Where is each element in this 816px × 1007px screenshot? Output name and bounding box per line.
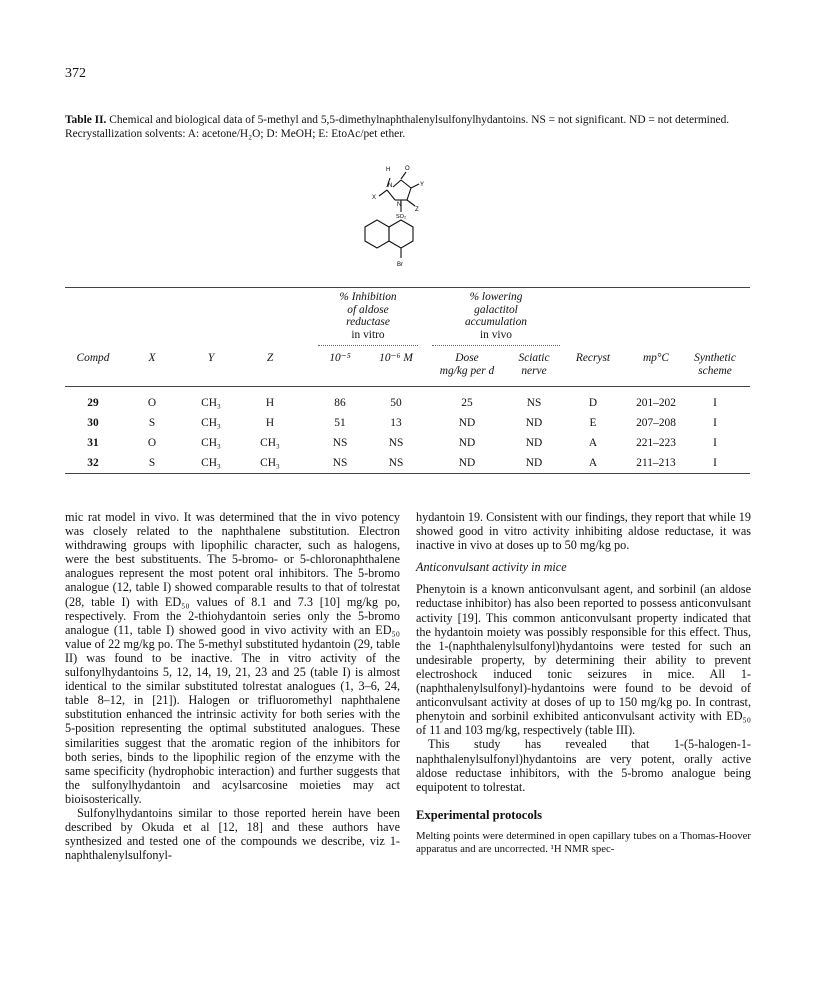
page-number: 372 (65, 66, 86, 81)
group-rule-inhibition (318, 345, 418, 346)
cell-sciatic: ND (525, 457, 543, 469)
header-y: Y (207, 352, 215, 364)
cell-x: S (148, 457, 156, 469)
cell-c1e5: 86 (334, 397, 346, 409)
cell-recryst: E (589, 417, 597, 429)
cell-x: S (148, 417, 156, 429)
cell-z: CH₃ (260, 457, 280, 469)
group-lowering-line1: % lowering (469, 291, 523, 303)
cell-dose: ND (458, 437, 476, 449)
cell-c1e5: 51 (334, 417, 346, 429)
cell-mp: 221–223 (636, 437, 676, 449)
group-lowering-line3: accumulation (464, 316, 527, 328)
left-paragraph-1: mic rat model in vivo. It was determined that the in vivo potency was closely related to the naphthalene substitution. Electron withdrawing groups with lipophilic character, such as halogens, were the best substituents. The 5-bromo- or 5-chloronaphthalene analogues represent the most potent oral inhibitors. The 5-bromo analogue (12, table I) showed comparable results to that of tolrestat (28, table I) with ED₅₀ values of 8.1 and 7.3 [10] mg/kg po, respectively. From the 2-thiohydantoin series only the 5-bromo analogue (11, table I) showed good in vivo activity with an ED₅₀ value of 22 mg/kg po. The 5-methyl substituted hydantoin (29, table II) was found to be inactive. The in vitro activity of the sulfonylhydantoins 5, 12, 14, 19, 21, 23 and 25 (table I) is almost identical to the similar substituted tolrestat analogues (1, 3–6, 24, table 8–12, in [21]). Halogen or trifluoromethyl naphthalene substitution enhanced the intrinsic activity for both series with the 5-position representing the optimal substituted analogues. These similarities suggest that the aromatic region of the inhibitors for both series, binds to the lipophilic region of the enzyme with the same specificity (hydrophobic interaction) and further suggests that the sulfonylhydantoin and acylsarcosine moieties may act bioisosterically. (65, 510, 400, 806)
table-top-rule (65, 287, 750, 288)
caption-label: Table II. (65, 114, 107, 126)
cell-scheme: I (713, 437, 717, 449)
cell-sciatic: ND (525, 437, 543, 449)
header-z: Z (266, 352, 274, 364)
cell-x: O (147, 437, 157, 449)
header-dose-line1: Dose (455, 352, 479, 364)
right-paragraph-2: Phenytoin is a known anticonvulsant agent, and sorbinil (an aldose reductase inhibitor) has also been reported to possess anticonvulsant activity [19]. This common anticonvulsant property indicated that the hydantoin moiety was possibly responsible for this effect. Thus, the 1-(naphthalenylsulfonyl)hydantoins were tested for such an undesirable property, by determining their ability to prevent electroshock induced tonic seizures in mice. All 1-(naphthalenylsulfonyl)-hydantoins were found to be devoid of anticonvulsant activity at doses of up to 150 mg/kg po. In contrast, phenytoin and sorbinil exhibited anticonvulsant activity with ED₅₀ of 11 and 103 mg/kg, respectively (table III). (416, 582, 751, 738)
section-heading: Experimental protocols (416, 807, 543, 822)
group-lowering-line2: galactitol (474, 303, 518, 316)
group-rule-lowering (432, 345, 560, 346)
cell-c1e6: 13 (390, 417, 402, 429)
header-scheme-line2: scheme (698, 364, 732, 377)
cell-mp: 207–208 (636, 417, 676, 429)
struct-n1-label: N (388, 183, 393, 189)
header-compd: Compd (76, 352, 110, 364)
cell-dose: 25 (461, 397, 473, 409)
cell-mp: 201–202 (636, 397, 676, 409)
cell-y: CH₃ (201, 437, 221, 449)
table-bottom-rule (65, 473, 750, 474)
cell-sciatic: ND (525, 417, 543, 429)
cell-dose: ND (458, 457, 476, 469)
section-subheading: Anticonvulsant activity in mice (416, 560, 567, 575)
cell-mp: 211–213 (636, 457, 676, 469)
cell-recryst: A (588, 437, 598, 449)
header-x: X (148, 352, 156, 364)
cell-compd: 31 (87, 437, 99, 449)
right-paragraph-1: hydantoin 19. Consistent with our findings, they report that while 19 showed good in vitro activity inhibiting aldose reductase, it was inactive in vivo at doses up to 50 mg/kg po. (416, 510, 751, 553)
cell-y: CH₃ (201, 397, 221, 409)
cell-y: CH₃ (201, 457, 221, 469)
header-sciatic-line2: nerve (521, 364, 547, 377)
struct-so2-label: SO₂ (396, 214, 407, 220)
cell-z: H (265, 397, 275, 409)
cell-c1e6: 50 (390, 397, 402, 409)
cell-c1e5: NS (332, 437, 348, 449)
right-column (416, 510, 751, 855)
group-inhibition-line2: of aldose (347, 303, 389, 316)
header-sciatic-line1: Sciatic (518, 352, 550, 364)
cell-z: CH₃ (260, 437, 280, 449)
cell-c1e5: NS (332, 457, 348, 469)
cell-compd: 29 (87, 397, 99, 409)
caption-text: Chemical and biological data of 5-methyl and 5,5-dimethylnaphthalenylsulfonylhydantoins. NS = not significant. ND = not determined. Recrystallization solvents: A: acetone/H₂O; D: MeOH; E: EtoAc/pet ether. (65, 114, 730, 140)
cell-dose: ND (458, 417, 476, 429)
cell-c1e6: NS (388, 457, 404, 469)
header-dose (432, 352, 502, 377)
right-paragraph-3: This study has revealed that 1-(5-halogen-1-naphthalenylsulfonyl)hydantoins are very potent, orally active aldose reductase inhibitors, with the 5-bromo analogue being equipotent to tolrestat. (416, 737, 751, 794)
header-dose-line2: mg/kg per d (439, 364, 495, 377)
cell-recryst: A (588, 457, 598, 469)
struct-y-label: Y (420, 182, 425, 188)
struct-o-label: O (405, 166, 410, 172)
header-scheme (680, 352, 750, 377)
struct-h-label: H (386, 167, 391, 173)
group-header-inhibition (310, 291, 426, 341)
header-1e-6: 10⁻⁶ M (379, 352, 413, 364)
cell-scheme: I (713, 397, 717, 409)
chemical-structure (345, 160, 455, 280)
cell-x: O (147, 397, 157, 409)
struct-n2-label: N (397, 202, 402, 208)
left-paragraph-2: Sulfonylhydantoins similar to those reported herein have been described by Okuda et al [12, 18] and these authors have synthesized and tested one of the compounds we describe, viz 1-naphthalenylsulfonyl- (65, 805, 400, 863)
cell-compd: 30 (87, 417, 99, 429)
left-column (65, 510, 400, 862)
cell-scheme: I (713, 457, 717, 469)
table-caption (65, 113, 755, 141)
header-scheme-line1: Synthetic (694, 352, 736, 364)
cell-recryst: D (588, 397, 598, 409)
group-lowering-line4: in vivo (480, 328, 512, 341)
header-recryst: Recryst (575, 352, 611, 364)
right-paragraph-4: Melting points were determined in open capillary tubes on a Thomas-Hoover apparatus and are uncorrected. ¹H NMR spec- (416, 829, 751, 855)
header-sciatic (506, 352, 562, 377)
cell-z: H (265, 417, 275, 429)
header-1e-5: 10⁻⁵ (329, 352, 351, 364)
group-header-lowering (432, 291, 560, 341)
cell-c1e6: NS (388, 437, 404, 449)
struct-br-label: Br (397, 262, 403, 268)
group-inhibition-line1: % Inhibition (339, 291, 397, 303)
table-header-rule (65, 386, 750, 387)
header-mp: mp°C (642, 352, 670, 364)
struct-x-label: X (372, 195, 377, 201)
cell-sciatic: NS (526, 397, 542, 409)
cell-y: CH₃ (201, 417, 221, 429)
struct-z-label: Z (415, 207, 419, 213)
cell-compd: 32 (87, 457, 99, 469)
group-inhibition-line3: reductase (346, 316, 390, 328)
cell-scheme: I (713, 417, 717, 429)
group-inhibition-line4: in vitro (351, 328, 385, 341)
